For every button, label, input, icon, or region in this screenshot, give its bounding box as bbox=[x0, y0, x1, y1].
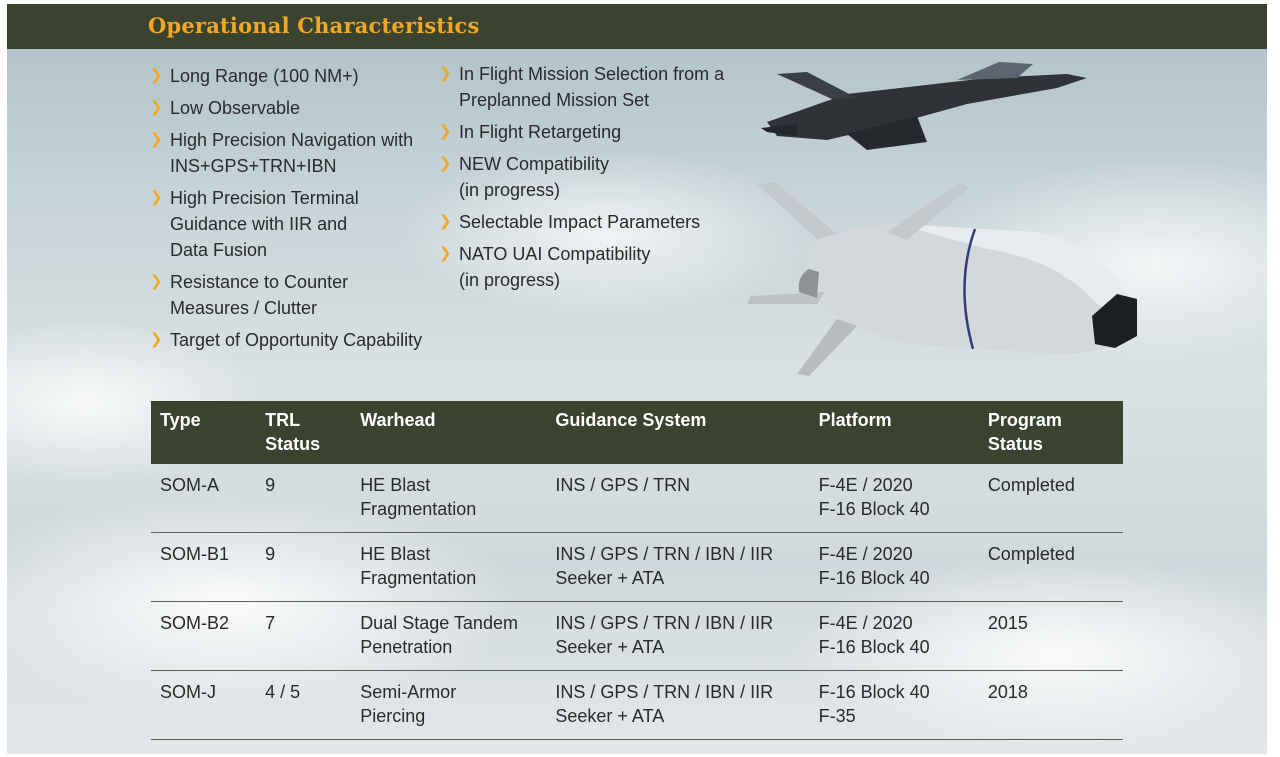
cell-platform: F-4E / 2020 F-16 Block 40 bbox=[810, 464, 979, 533]
bullet-text: In Flight Mission Selection from a Preplanned Mission Set bbox=[459, 64, 725, 110]
cell-trl-status: 9 bbox=[256, 533, 351, 602]
bullet-item bbox=[439, 61, 749, 113]
aircraft-and-missile-illustration bbox=[737, 54, 1167, 384]
bullet-item bbox=[150, 95, 440, 121]
cell-guidance-system: INS / GPS / TRN / IBN / IIR Seeker + ATA bbox=[546, 602, 809, 671]
cell-program-status: 2015 bbox=[979, 602, 1123, 671]
bullet-item bbox=[439, 151, 749, 203]
header-bar bbox=[7, 4, 1267, 49]
cell-warhead: HE Blast Fragmentation bbox=[351, 464, 546, 533]
bullet-chevron-icon: ❯ bbox=[150, 67, 163, 84]
col-header-guidance-system: Guidance System bbox=[546, 401, 809, 464]
bullet-item bbox=[150, 185, 440, 263]
bullet-chevron-icon: ❯ bbox=[439, 213, 452, 230]
bullet-chevron-icon: ❯ bbox=[150, 331, 163, 348]
bullet-item bbox=[439, 209, 749, 235]
bullet-chevron-icon: ❯ bbox=[150, 99, 163, 116]
bullet-chevron-icon: ❯ bbox=[439, 65, 452, 82]
cell-platform: F-4E / 2020 F-16 Block 40 bbox=[810, 533, 979, 602]
bullet-item bbox=[439, 241, 749, 293]
bullet-text: Resistance to Counter Measures / Clutter bbox=[170, 272, 349, 318]
cell-platform: F-4E / 2020 F-16 Block 40 bbox=[810, 602, 979, 671]
bullet-item bbox=[150, 269, 440, 321]
cell-trl-status: 7 bbox=[256, 602, 351, 671]
cell-guidance-system: INS / GPS / TRN / IBN / IIR Seeker + ATA bbox=[546, 533, 809, 602]
cell-type: SOM-B2 bbox=[151, 602, 256, 671]
bullet-item bbox=[439, 119, 749, 145]
col-header-type: Type bbox=[151, 401, 256, 464]
bullet-text: High Precision Terminal Guidance with IIR and Data Fusion bbox=[170, 188, 359, 260]
bullet-chevron-icon: ❯ bbox=[439, 245, 452, 262]
cell-guidance-system: INS / GPS / TRN bbox=[546, 464, 809, 533]
table-header-row bbox=[151, 401, 1123, 464]
bullet-chevron-icon: ❯ bbox=[150, 189, 163, 206]
missile-icon bbox=[747, 182, 1137, 376]
bullet-chevron-icon: ❯ bbox=[439, 155, 452, 172]
bullet-chevron-icon: ❯ bbox=[150, 273, 163, 290]
page-title: Operational Characteristics bbox=[148, 13, 480, 38]
bullet-item bbox=[150, 63, 440, 89]
cell-type: SOM-B1 bbox=[151, 533, 256, 602]
specifications-table bbox=[151, 401, 1123, 740]
cell-type: SOM-J bbox=[151, 671, 256, 740]
bullet-text: NEW Compatibility (in progress) bbox=[459, 154, 610, 200]
table-row bbox=[151, 533, 1123, 602]
cell-guidance-system: INS / GPS / TRN / IBN / IIR Seeker + ATA bbox=[546, 671, 809, 740]
col-header-trl-status: TRL Status bbox=[256, 401, 351, 464]
bullet-text: Low Observable bbox=[170, 98, 301, 118]
bullet-text: Selectable Impact Parameters bbox=[459, 212, 701, 232]
table-row bbox=[151, 464, 1123, 533]
bullet-text: High Precision Navigation with INS+GPS+TRN+IBN bbox=[170, 130, 414, 176]
bullet-text: Target of Opportunity Capability bbox=[170, 330, 423, 350]
cell-warhead: Dual Stage Tandem Penetration bbox=[351, 602, 546, 671]
col-header-platform: Platform bbox=[810, 401, 979, 464]
bullet-list-right bbox=[439, 61, 749, 299]
bullet-chevron-icon: ❯ bbox=[439, 123, 452, 140]
cell-platform: F-16 Block 40 F-35 bbox=[810, 671, 979, 740]
cell-program-status: Completed bbox=[979, 464, 1123, 533]
bullet-chevron-icon: ❯ bbox=[150, 131, 163, 148]
page-frame bbox=[7, 4, 1267, 754]
table-row bbox=[151, 602, 1123, 671]
bullet-text: Long Range (100 NM+) bbox=[170, 66, 359, 86]
bullet-list-left bbox=[150, 63, 440, 359]
bullet-item bbox=[150, 327, 440, 353]
cell-trl-status: 4 / 5 bbox=[256, 671, 351, 740]
cell-trl-status: 9 bbox=[256, 464, 351, 533]
table-row bbox=[151, 671, 1123, 740]
bullet-text: NATO UAI Compatibility (in progress) bbox=[459, 244, 651, 290]
bullet-text: In Flight Retargeting bbox=[459, 122, 622, 142]
bullet-item bbox=[150, 127, 440, 179]
cell-type: SOM-A bbox=[151, 464, 256, 533]
fighter-jet-icon bbox=[761, 62, 1087, 150]
cell-program-status: Completed bbox=[979, 533, 1123, 602]
cell-warhead: Semi-Armor Piercing bbox=[351, 671, 546, 740]
col-header-warhead: Warhead bbox=[351, 401, 546, 464]
col-header-program-status: Program Status bbox=[979, 401, 1123, 464]
cell-warhead: HE Blast Fragmentation bbox=[351, 533, 546, 602]
cell-program-status: 2018 bbox=[979, 671, 1123, 740]
